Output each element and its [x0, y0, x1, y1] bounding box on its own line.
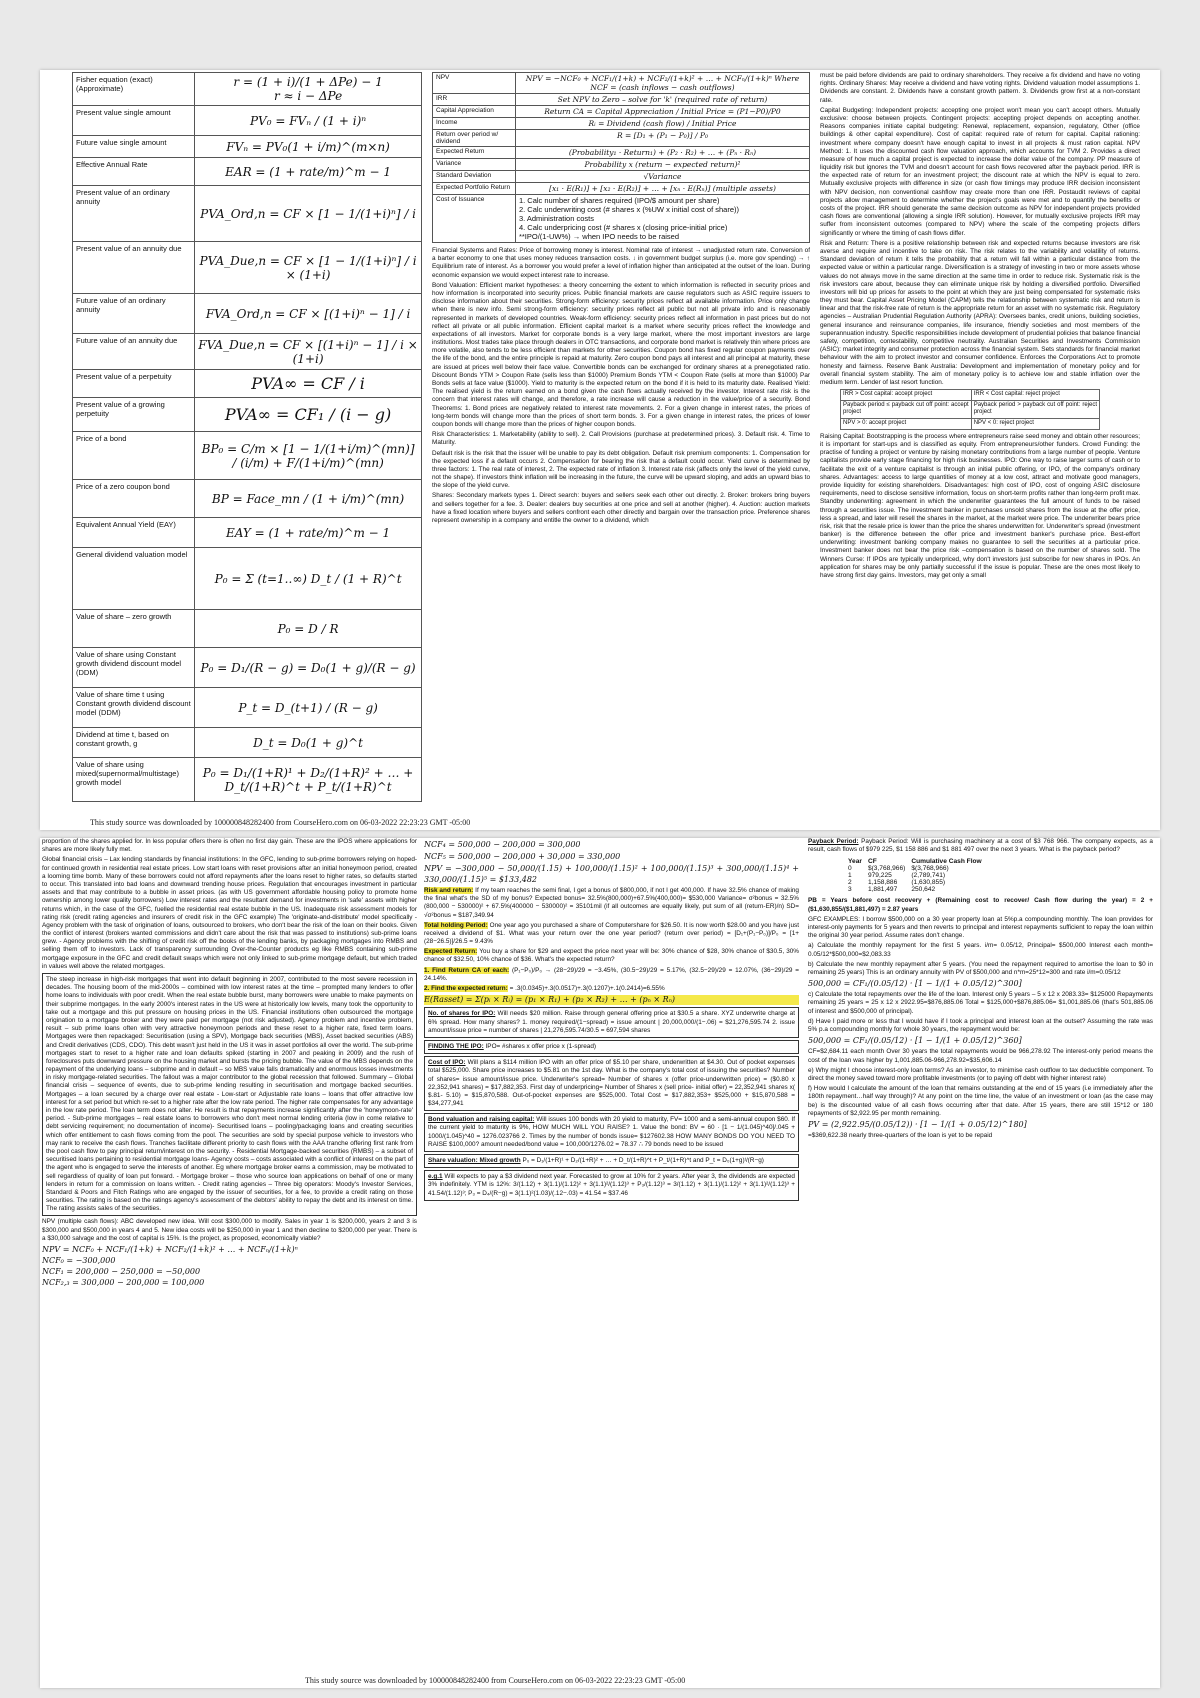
worked-body: IPO= #shares x offer price x (1-spread): [483, 1042, 597, 1050]
worked-equation: NPV = −300,000 − 50,000/(1.15) + 100,000/(1.15)² + 100,000/(1.15)³ + 300,000/(1.15)⁴ + 330,000/(1.15)⁵ = $133,482: [424, 864, 799, 884]
metric-row: [433, 147, 810, 159]
formula-row: [73, 518, 422, 548]
left-column: [42, 838, 417, 1688]
metric-row: [433, 73, 810, 94]
formula-row: [73, 370, 422, 398]
worked-heading: Expected Return:: [424, 948, 478, 956]
middle-column: [432, 72, 810, 830]
loan-paragraph: PB = Years before cost recovery + (Remaining cost to recover/ Cash flow during the year) = 2 + ($1,630,855/($1,881,497) = 2.87 years: [808, 897, 1153, 913]
formula-row: [73, 242, 422, 294]
formula-expression: r = (1 + i)/(1 + ΔPe) − 1 r ≈ i − ΔPe: [195, 73, 422, 106]
payback-text: Payback Period: Will is purchasing machinery at a cost of $3 768 966. The company expects, as a result, cash flows of $979 225, $1 158 886 and $1 881 497 over the next 3 years. What is the payback period?: [808, 838, 1153, 854]
cf-cell: 2: [848, 879, 852, 887]
formula-expression: PVA∞ = CF₁ / (i − g): [195, 398, 422, 432]
metric-row: [433, 171, 810, 183]
right-paragraph: Risk and Return: There is a positive relationship between risk and expected returns because investors are risk averse and require and incentive to take on risk. The risk relates to the variability and volatility of returns. Standard deviation of return it tells the probability that a return will fall within a particular distance from the expected value or within a particular range. Diversification is a strategy of investing in two or more assets whose values do not always move in the same direction at the same time in order to reduce risk. Systematic risk is the risk investors care about, because they can eliminate unique risk by holding a diversified portfolio. Diversified investors will bid up prices for assets to the point at which they are just being compensated for systematic risks they must bear. Capital Asset Pricing Model (CAPM) tells the relationship between systematic risk and return is linear and that the risk-free rate of return is the appropriate return for an asset with no systematic risk. Regulatory agencies – Australian Prudential Regulation Authority (APRA): Oversees banks, credit unions, building societies, general insurance and reinsurance companies, life insurance, friendly societies and most members of the superannuation industry. Specific responsibilities include development of prudential policies that balance financial safety, competition, contestability, competitive neutrality. Australian Securities and Investments Commission (ASIC): market integrity and consumer protection across the financial system. Sets standards for financial market behaviour with the aim to protect investor and consumer confidence. Enforces the Corporations Act to promote honesty and fairness. Reserve Bank Australia: Development and implementation of monetary policy and for overall financial system stability. The aim of monetary policy is to achieve low and stable inflation over the medium term. Lender of last resort function.: [820, 239, 1140, 386]
metric-label: Standard Deviation: [433, 171, 516, 183]
formula-row: [73, 728, 422, 758]
metric-formula: (Probability₁ · Return₁) + (P₂ · R₂) + … + (Pₙ · Rₙ): [515, 147, 809, 159]
formula-expression: P₀ = Σ (t=1..∞) D_t / (1 + R)^t: [195, 548, 422, 610]
formula-label: Price of a bond: [73, 432, 195, 480]
loan-paragraph: d) Have I paid more or less that I would have if I took a principal and interest loan at the outset? Assuming the rate was 5% p.a compounding monthly for whole 30 years, the repayment would be:: [808, 1017, 1153, 1034]
formula-expression: P₀ = D₁/(R − g) = D₀(1 + g)/(R − g): [195, 648, 422, 688]
formula-label: General dividend valuation model: [73, 548, 195, 610]
right-column: [820, 72, 1140, 830]
cf-cell: (2,789,741): [911, 872, 946, 880]
formula-table: [72, 72, 422, 802]
worked-body: Will issues 100 bonds with 20 yield to maturity, FV= 1000 and a semi-annual coupon $60. If the current yield to maturity is 9%, HOW MUCH WILL YOU RAISE? 1. Value the bond: BV = 60 · [1 − 1/(1.045)^40]/.045 + 1000/(1.045)^40 = 1276.023766 2. Times by the number of bonds issue= $127602.38 HOW MANY BONDS DO YOU NEED TO RAISE $100,000? amount needed/bond value = 100,000/1276.02 = 78.37 ∴ 79 bonds need to be issued: [428, 1116, 795, 1148]
metric-formula: NPV = −NCF₀ + NCF₁/(1+k) + NCF₂/(1+k)² + … + NCFₙ/(1+k)ⁿ Where NCF = (cash inflows − cash outflows): [515, 73, 809, 94]
formula-label: Value of share using mixed(supernormal/multistage) growth model: [73, 758, 195, 802]
formula-expression: P₀ = D / R: [195, 610, 422, 648]
worked-paragraph: [424, 1170, 799, 1201]
worked-body: (P₁−P₀)/P₀ → (28−29)/29 = −3.45%, (30.5−29)/29 = 5.17%, (32.5−29)/29 = 12.07%, (36−29)/29 = 24.14%.: [424, 966, 799, 982]
worked-paragraph: [424, 922, 799, 947]
cf-row: [848, 872, 988, 879]
formula-row: [73, 648, 422, 688]
worked-heading: 2. Find the expected return:: [424, 985, 508, 992]
cf-cell: 979,225: [867, 872, 892, 880]
metric-formula: R = [D₁ + (P₁ − P₀)] / P₀: [515, 130, 809, 147]
metric-label: Variance: [433, 159, 516, 171]
middle-column-2: [424, 838, 799, 1688]
decision-row: [841, 419, 1100, 430]
decision-cell: IRR < Cost capital: reject project: [971, 390, 1099, 401]
left-paragraph: proportion of the shares applied for. In less popular offers there is often no first day gain. These are the IPOS where applications for shares are more likely fully met.: [42, 838, 417, 854]
metric-row: [433, 118, 810, 130]
formula-expression: PVA∞ = CF / i: [195, 370, 422, 398]
middle-paragraph: Risk Characteristics: 1. Marketability (ability to sell). 2. Call Provisions (purchase at predetermined prices). 3. Default risk. 4. Time to Maturity.: [432, 431, 810, 447]
cf-cell: (1,630,855): [911, 879, 946, 887]
formula-row: [73, 106, 422, 136]
document-page-1: [40, 70, 1160, 830]
formula-row: [73, 688, 422, 728]
decision-row: [841, 390, 1100, 401]
worked-paragraph: [424, 1056, 799, 1111]
gfc-text: [42, 838, 417, 1243]
worked-examples: [424, 840, 799, 1201]
worked-heading: Cost of IPO:: [428, 1059, 466, 1067]
cashflow-table: [848, 858, 988, 893]
worked-body: Will expects to pay a $3 dividend next year. Forecasted to grow at 10% for 2 years. After year 3, the dividends are expected 3% indefinitely. YTM is 12%: 3/(1.12) + 3(1.1)/(1.12)² + 3(1.1)²/(1.12)³ + P₃/(1.12)³ = 3/(1.12) + 3(1.1)/(1.12)² + 3(1.1)²/(1.12)³ + 41.54/(1.12)³; P₃ = D₄/(R−g) = 3(1.1)²(1.03)/(.12−.03) = 41.54 = $37.46: [428, 1173, 795, 1197]
formula-expression: PV₀ = FVₙ / (1 + i)ⁿ: [195, 106, 422, 136]
metric-label: Return over period w/ dividend: [433, 130, 516, 147]
formula-row: [73, 432, 422, 480]
worked-paragraph: [424, 967, 799, 983]
formula-label: Future value single amount: [73, 136, 195, 158]
metric-formula: √Variance: [515, 171, 809, 183]
worked-body: You buy a share for $29 and expect the price next year will be: 30% chance of $28, 30% chance of $30.5, 30% chance of $32.50, 10% chance of $36. What's the expected return?: [424, 948, 799, 964]
worked-body: One year ago you purchased a share of Computershare for $26.50. It is now worth $28.00 and you have just received a dividend of $1. What was your return over the one year period? (return over period) = [D₁+(P₁−P₀)]/P₀ = [1+(28−26.5)]/26.5 = 9.43%: [424, 921, 799, 946]
formula-row: [73, 398, 422, 432]
metric-label: Cost of Issuance: [433, 195, 516, 243]
payback-question: [808, 838, 1153, 854]
formula-expression: P₀ = D₁/(1+R)¹ + D₂/(1+R)² + … + D_t/(1+R)^t + P_t/(1+R)^t: [195, 758, 422, 802]
worked-heading: No. of shares for IPO:: [428, 1010, 496, 1018]
metric-table: [432, 72, 810, 243]
cf-cell: 250,642: [911, 886, 936, 894]
worked-heading: Bond valuation and raising capital:: [428, 1116, 535, 1124]
worked-paragraph: [424, 1154, 799, 1168]
worked-equation: E(Rasset) = Σ(pᵢ × Rᵢ) = (p₁ × R₁) + (p₂ × R₂) + … + (pₙ × Rₙ): [424, 995, 799, 1005]
loan-paragraph: c) Calculate the total repayments over the life of the loan. Interest only 5 years – 5 x 12 x 2083.33= $125000 Repayments remaining 25 years = 25 x 12 x 2922.95=$876,885.06 Total = $125,000+$876,885.06= $1,001,885.06 (that's 501,885.06 of interest and $500,000 of principal).: [808, 991, 1153, 1015]
formula-row: [73, 610, 422, 648]
decision-cell: NPV < 0: reject project: [971, 419, 1099, 430]
cf-row: [848, 865, 988, 872]
metric-formula: Set NPV to Zero – solve for 'k' (required rate of return): [515, 94, 809, 106]
worked-paragraph: [424, 948, 799, 964]
formula-expression: EAY = (1 + rate/m)^m − 1: [195, 518, 422, 548]
metric-label: NPV: [433, 73, 516, 94]
worked-body: If my team reaches the semi final, I get a bonus of $800,000, if not I get 400,000. If have 32.5% chance of making the final what's the SD of my bonus? Expected bonus= 32.5%(800,000)+67.5%(400,000)= $530,000 Variance= σ²bonus = 32.5%(800,000 − 530000)² + 67.5%(400000 − 530000)² = 35101mil (if all outcomes are equally likely, put sum of all (return-ER)/n) SD= √σ²bonus = $187,349.94: [424, 886, 799, 919]
formula-expression: BP = Face_mn / (1 + i/m)^(mn): [195, 480, 422, 518]
formula-label: Present value single amount: [73, 106, 195, 136]
loan-paragraph: PV = (2,922.95/(0.05/12)) · [1 − 1/(1 + 0.05/12)^180]: [808, 1119, 1027, 1129]
decision-cell: Payback period ≤ payback cut off point: accept project: [841, 400, 972, 418]
loan-paragraph: 500,000 = CF₁/(0.05/12) · [1 − 1/(1 + 0.05/12)^300]: [808, 979, 1022, 989]
cf-cell: 1: [848, 872, 852, 880]
formula-expression: PVA_Due,n = CF × [1 − 1/(1+i)ⁿ] / i × (1+i): [195, 242, 422, 294]
right-column-2: [808, 838, 1153, 1688]
formula-expression: D_t = D₀(1 + g)^t: [195, 728, 422, 758]
formula-label: Present value of a perpetuity: [73, 370, 195, 398]
worked-body: Will needs $20 million. Raise through general offering price at $30.5 a share. XYZ underwrite charge at 6% spread. How many shares? 1. money required/(1−spread) = issue amount | 20,000,000/(1−.06) = $21,276,595.74 2. issue amount/issue price = number of shares | 21,276,595.74/30.5 = 697,594 shares: [428, 1010, 795, 1034]
loan-paragraph: CF=$2,684.11 each month Over 30 years the total repayments would be 966,278.92 The interest-only period means the cost of the loan was higher by 1,001,885.06-966,278.92=$35,606.14: [808, 1048, 1153, 1064]
page-footer-2: This study source was downloaded by 100000848282400 from CourseHero.com on 06-03-2022 22:23:23 GMT -05:00: [305, 1676, 686, 1685]
worked-body: Will plans a $114 million IPO with an offer price of $5.10 per share, underwritten at $4.30. Out of pocket expenses total $525,000. Share price increases to $5.81 on the 1st day. What is the company's total cost of issuing the securities? Number of shares= issue amount/issue price. Underwriter's spread= Number of shares x (offer price-underwritten price) = ($0.80 x 22,352,941 shares) = $17,882,353. First day of underpricing= Number of Shares x (sell price- initial offer) = 22,352,941 shares x( $.81- 5.10) = $15,870,588. Out-of-pocket expenses are $525,000. Total Cost = $17,882,353+ $525,000 + $15,870,588 = $34,277,941: [428, 1059, 796, 1108]
middle-paragraph: Shares: Secondary markets types 1. Direct search: buyers and sellers seek each other out directly. 2. Broker: brokers bring buyers and sellers together for a fee. 3. Dealer: dealers buy securities at one price and sell at another (higher). 4. Auction: auction markets have a fixed location where buyers and sellers confront each other directly and bargain over the transaction price. Preference shares represent ownership in a company and entitle the owner to a dividend, which: [432, 492, 810, 524]
decision-cell: IRR > Cost capital: accept project: [841, 390, 972, 401]
loan-paragraph: e) Why might I choose interest-only loan terms? As an investor, to minimise cash outflow to tax deductible component. To direct the money saved toward more profitable investments (or to paying off debt with higher interest rate): [808, 1066, 1153, 1083]
formula-expression: FVA_Due,n = CF × [(1+i)ⁿ − 1] / i × (1+i): [195, 334, 422, 370]
cf-cell: $(3,768,966): [911, 865, 949, 873]
gfc-examples: [808, 897, 1153, 1140]
metric-formula: Probability x (return − expected return)²: [515, 159, 809, 171]
formula-expression: PVA_Ord,n = CF × [1 − 1/(1+i)ⁿ] / i: [195, 186, 422, 242]
decision-table: [840, 389, 1100, 430]
formula-label: Present value of an annuity due: [73, 242, 195, 294]
formula-row: [73, 758, 422, 802]
formula-label: Future value of an ordinary annuity: [73, 294, 195, 334]
decision-cell: Payback period > payback cut off point: reject project: [971, 400, 1099, 418]
formula-label: Present value of a growing perpetuity: [73, 398, 195, 432]
worked-equation: NCF₅ = 500,000 − 200,000 + 30,000 = 330,000: [424, 852, 621, 862]
formula-label: Present value of an ordinary annuity: [73, 186, 195, 242]
npv-equation: NCF₂,₃ = 300,000 − 200,000 = 100,000: [42, 1278, 205, 1287]
loan-paragraph: a) Calculate the monthly repayment for the first 5 years. i/m= 0.05/12, Principal= $500,000 Interest each month= 0.05/12*$500,000=$2,083.33: [808, 942, 1153, 958]
metric-formula: Return CA = Capital Appreciation / Initial Price = (P1−P0)/P0: [515, 106, 809, 118]
formula-table-column: [72, 72, 422, 830]
worked-heading: Total holding Period:: [424, 921, 488, 929]
formula-label: Effective Annual Rate: [73, 158, 195, 186]
right-text: [820, 72, 1140, 580]
metric-label: Income: [433, 118, 516, 130]
middle-paragraph: Default risk is the risk that the issuer will be unable to pay its debt obligation. Default risk premium components: 1. Compensation for the expected loss if a default occurs 2. Compensation for bearing the risk that a default could occur. Yield curve is determined by three factors: 1. The real rate of interest, 2. The expected rate of inflation 3. Interest rate risk (affects only the level of the yield curve, not the shape). If investors think inflation will be increasing in the future, the curve will be upward sloping, and adds an upward bias to the slope of the yield curve.: [432, 449, 810, 490]
decision-row: [841, 400, 1100, 418]
cf-cell: 1,158,886: [867, 879, 898, 887]
worked-heading: FINDING THE IPO:: [428, 1042, 484, 1050]
formula-label: Value of share using Constant growth dividend discount model (DDM): [73, 648, 195, 688]
npv-equation: NCF₀ = −300,000: [42, 1256, 116, 1265]
cf-cell: 1,881,497: [867, 886, 898, 894]
cf-row: [848, 879, 988, 886]
formula-row: [73, 158, 422, 186]
worked-body: P₀ = D₁/(1+R)¹ + D₂/(1+R)² + … + D_t/(1+R)^t + P_t/(1+R)^t and P_t = D₀(1+g)ᵗ/(R−g): [520, 1157, 764, 1165]
loan-paragraph: b) Calculate the new monthly repayment after 5 years. (You need the repayment required to amortise the loan to $0 in remaining 25 years) This is an ordinary annuity with PV of $500,000 and n*m=25*12=300 and rate i/m=0.05/12: [808, 960, 1153, 976]
cf-cell: $(3,768,966): [867, 865, 906, 873]
middle-paragraph: Financial Systems and Rates: Price of borrowing money is interest. Nominal rate of interest → unadjusted return rate. Conversion of a barter economy to one that uses money reduces transaction costs. ↓ in government budget surplus (i.e. more gov spending) → ↑ Equilibrium rate of interest. As a borrower you would prefer a level of inflation higher than anticipated at the outset of the loan. During economic expansion we would expect interest rate to increase.: [432, 247, 810, 279]
cf-header: Cumulative Cash Flow: [911, 858, 982, 866]
formula-expression: EAR = (1 + rate/m)^m − 1: [195, 158, 422, 186]
formula-row: [73, 186, 422, 242]
metric-label: Capital Appreciation: [433, 106, 516, 118]
right-paragraph: must be paid before dividends are paid to ordinary shareholders. They receive a fix dividend and have no voting rights. Ordinary Shares: May receive a dividend and have voting rights. Dividend valuation model assumptions 1. Dividends are constant. 2. Dividends have a constant growth pattern. 3. Dividends grow first at a non-constant rate.: [820, 72, 1140, 104]
formula-row: [73, 294, 422, 334]
metric-label: Expected Portfolio Return: [433, 183, 516, 195]
middle-text: [432, 247, 810, 525]
formula-label: Fisher equation (exact) (Approximate): [73, 73, 195, 106]
worked-heading: 1. Find Return CA of each:: [424, 966, 510, 974]
left-paragraph: Global financial crisis – Lax lending standards by financial institutions: In the GFC, lending to sub-prime borrowers relying on hoped-for continued growth in residential real estate prices. Low start loans with reset provisions after an initial honeymoon period, created a looming time bomb. Many of these borrowers could not afford repayments after the loans reset to higher rates, so defaults started to occur. This translated into bad loans and downward trending house prices. Regulation that encourages investment in particular assets and that may contribute to a bubble in asset prices. (as with US government affordable housing policy to promote home ownership among lower quality borrowers) Low interest rates and the resultant demand for investments in 'safe' assets with higher returns which, in the case of the GFC, fuelled the residential real estate bubble in the US. Inadequate risk assessment models for rating risk (credit rating agencies and insurers of credit risk in the GFC example) The 'originate-and-distribute' model specifically - Agency problem with the task of origination of loans, outsourced to brokers, who don't bear the risk of the loan on their books. Given the conflict of interest (brokers wanted commissions and didn't care about the risk that was passed to institutions) sub-prime loans grew. - Agency problems with the shifting of credit risk off the books of the lending banks, by packaging mortgages into RMBS and selling them off to investors. Lack of transparency surrounding Over-the-Counter products eg like RMBS containing sub-prime mortgage exposure in the GFC and credit default swaps which were not only linked to sub-prime mortgage default, but which traded in values well above the related mortgages.: [42, 856, 417, 970]
worked-heading: Share valuation: Mixed growth: [428, 1157, 521, 1165]
npv-equations: [42, 1245, 417, 1287]
metric-row: [433, 130, 810, 147]
worked-paragraph: [424, 985, 799, 993]
metric-label: Expected Return: [433, 147, 516, 159]
metric-row: [433, 183, 810, 195]
metric-row: [433, 159, 810, 171]
middle-paragraph: Bond Valuation: Efficient market hypotheses: a theory concerning the extent to which information is reflected in security prices and how information is incorporated into security prices. Public financial markets are cause regulators such as ASIC require issuers to disclose information about their securities. Strong-form efficiency: security prices reflect all available information. Price only change when there is new info. Semi strong-form efficiency: security prices reflect all public but not all private info and is reasonably represented in markets of developed countries. Weak-form efficiency: security prices reflect all information in past prices but do not reflect all private or all public information. Efficient capital market is a market where security prices reflect the knowledge and expectations of all investors. Market for corporate bonds is a very large market, where the most important investors are large institutions. Most trades take place through dealers in OTC transactions, and corporate bond market is relatively thin where prices are more volatile, also tends to be less efficient than markets for other securities. Coupon bond has fixed regular coupon payments over the life of the bond, and the entire principle is repaid at maturity. Zero coupon bond pays all interest and all principal at maturity, these are issued at prices well below their face value. Convertible bonds can be exchanged for ordinary shares at a prenegotiated ratio. Discount Bonds YTM > Coupon Rate (sells less than $1000) Premium Bonds YTM < Coupon Rate (sells at more than $1000) Par Bonds sells at face value ($1000). Yield to maturity is the expected return on the bond if it is held to its maturity date. Realised Yield: The realised yield is the return earned on a bond given the cash flows actually received by the investor. Interest rate risk is the concern that interest rates will change, and therefore, a rate increase will cause a reduction in the value/price of a security. Bond Theorems: 1. Bond prices are negatively related to interest rate movements. 2. For a given change in interest rates, the prices of long-term bonds will change more than the prices of short term bonds. 3. For a given change in interest rates, the prices of lower coupon bonds will change more than the prices of higher coupon bonds.: [432, 281, 810, 428]
formula-expression: P_t = D_(t+1) / (R − g): [195, 688, 422, 728]
right-paragraph: Raising Capital: Bootstrapping is the process where entrepreneurs raise seed money and obtain other resources; it is important for start-ups and is classified as equity. From entrepreneurs/other funders. Crowd Funding: the practise of funding a project or venture by raising monetary contributions from a large number of people. Venture capitalists provide early stage financing for high risk businesses. IPO: One way to raise larger sums of cash or to facilitate the exit of a venture capitalist is through an initial public offering, or IPO, of the company's ordinary shares. Advantages: access to large quantities of money at a low cost, attract and motivate good managers, provide liquidity for existing shareholders. Disadvantages: high cost of IPO, cost of ongoing ASIC disclosure requirements, need to disclose sensitive information, focus on short-term profits rather than long-term profit max. Standby underwriting: agreement in which the underwriter guarantees the full amount of funds to be raised through a securities issue. The investment banker in purchases unsold shares from the issue at the offer price, less a spread, and later will resell the shares in the market, at the market were price. The underwriter bears price risk, risk that the resale price is lower than the price the shares underwritten for. Underwriter's spread (investment banker) is the difference between the offer price and investment banker's purchase price. Best-effort underwriting: investment banking company makes no guarantee to sell the securities at a particular price. Investment banker does not bear the price risk –compensation is based on the number of shares sold. The Winners Curse: If IPOs are typically underpriced, why don't investors just subscribe for new shares in IPOs. An application for shares may be only partially successful if the issue is popular. These are the ones most likely to have strong first day gains. Investors, may get only a small: [820, 432, 1140, 579]
worked-body: = .3(0.0345)+.3(0.0517)+.3(0.1207)+.1(0.2414)=6.55%: [507, 985, 665, 992]
metric-label: IRR: [433, 94, 516, 106]
worked-equation: NCF₄ = 500,000 − 200,000 = 300,000: [424, 840, 581, 849]
formula-row: [73, 548, 422, 610]
formula-label: Equivalent Annual Yield (EAY): [73, 518, 195, 548]
npv-equation: NPV = NCF₀ + NCF₁/(1+k) + NCF₂/(1+k)² + … + NCFₙ/(1+k)ⁿ: [42, 1245, 298, 1254]
worked-paragraph: [424, 1113, 799, 1152]
worked-paragraph: [424, 887, 799, 920]
loan-paragraph: =$369,622.38 nearly three-quarters of the loan is yet to be repaid: [808, 1132, 993, 1140]
formula-expression: FVA_Ord,n = CF × [(1+i)ⁿ − 1] / i: [195, 294, 422, 334]
loan-paragraph: GFC EXAMPLES: I borrow $500,000 on a 30 year property loan at 5%p.a compounding monthly. The loan provides for interest-only payments for 5 years and then reverts to principal and interest repayments sufficient to repay the loan within the original 30 year period. Assume rates don't change.: [808, 915, 1153, 940]
cf-row: [848, 886, 988, 893]
metric-formula: [x₁ · E(R₁)] + [x₂ · E(R₂)] + … + [xₙ · E(Rₙ)] (multiple assets): [515, 183, 809, 195]
payback-heading: Payback Period:: [808, 838, 859, 845]
cf-header: CF: [867, 858, 877, 866]
worked-paragraph: [424, 1040, 799, 1054]
page-footer: This study source was downloaded by 100000848282400 from CourseHero.com on 06-03-2022 22:23:23 GMT -05:00: [90, 818, 471, 827]
formula-label: Dividend at time t, based on constant growth, g: [73, 728, 195, 758]
formula-expression: FVₙ = PV₀(1 + i/m)^(m×n): [195, 136, 422, 158]
worked-paragraph: [424, 1007, 799, 1038]
formula-row: [73, 480, 422, 518]
worked-heading: Risk and return:: [424, 886, 474, 894]
metric-row: [433, 106, 810, 118]
loan-paragraph: f) How would I calculate the amount of the loan that remains outstanding at the end of 15 years (i.e immediately after the 180th repayment…half way through)? At any point on the time line, the value of an investment or loan (as the case may be) is the discounted value of all cash flows occurring after that date. After 15 years, there are still 15*12 or 180 repayments of $2,922.95 per month remaining.: [808, 1085, 1153, 1117]
loan-paragraph: 500,000 = CF₁/(0.05/12) · [1 − 1/(1 + 0.05/12)^360]: [808, 1036, 1022, 1046]
document-page-2: [40, 838, 1160, 1688]
metric-row: [433, 195, 810, 243]
cf-cell: 0: [848, 865, 852, 873]
formula-label: Value of share – zero growth: [73, 610, 195, 648]
right-paragraph: Capital Budgeting: Independent projects: accepting one project won't mean you can't accept others. Mutually exclusive: choose between projects. Contingent projects: accepting project depends on accepting another. Reasons companies initiate capital budgeting: Renewal, replacement, expansion, regulatory, Other (office buildings & other capital expenditure). Cost of capital: required rate of return for capital. Capital rationing: investment where company doesn't have enough capital to invest in all projects & must ration capital. NPV Method: 1. It uses the discounted cash flow valuation approach, which accounts for TVM 2. Provides a direct measure of how much a capital project is expected to increase the dollar value of the company. PP measure of liquidity risk but ignores the TVM and doesn't account for cash flows recovered after the payback period. IRR is the expected rate of return for an investment project; the discount rate at which the NPV is equal to zero. Mutually exclusive projects with difference in size (or cash flow timings may produce IRR decision inconsistent with NPV decision, non conventional cashflow may create more than one IRR. Postaudit reviews of capital projects allow management to determine whether the project's goals were met and to quantify the benefits or costs of the project. IRR should generate the same decision outcome as NPV for independent projects provided cash flows are conventional (allowing a single IRR solution). However, for mutually exclusive projects IRR may suffer from inconsistent outcomes (compared to NPV) where the scale of the competing projects differs significantly or where the timing of cash flows differ.: [820, 106, 1140, 237]
formula-expression: BP₀ = C/m × [1 − 1/(1+i/m)^(mn)] / (i/m) + F/(1+i/m)^(mn): [195, 432, 422, 480]
left-paragraph: NPV (multiple cash flows): ABC developed new idea. Will cost $300,000 to modify. Sales in year 1 is $200,000, years 2 and 3 is $300,000 and $500,000 in years 4 and 5. New idea costs will be $250,000 in year 1 and then decline to $200,000 per year. There is a $30,000 salvage and the cost of capital is 15%. Is the project, as proposed, economically viable?: [42, 1218, 417, 1242]
left-paragraph: The steep increase in high-risk mortgages that went into default beginning in 2007, contributed to the most severe recession in decades. The housing boom of the mid-2000s – combined with low interest rates at the time – prompted many lenders to offer home loans to individuals with poor credit. When the real estate bubble burst, many borrowers were unable to make payments on their subprime mortgages. In the early 2000's interest rates in the US were at historically low levels, many took the opportunity to take out a mortgage and this put pressure on housing prices in the US. Financial institutions often outsourced the mortgage origination to a mortgage broker and they were paid per mortgage (not risk adjusted). Agency problem and incentive problem, result – sub prime loans often with very attractive honeymoon periods and these reset to a higher rate, fixed term loans. Mortgages were then repackaged: Securitisation (using a SPV), Mortgage back securities (MBS), Asset backed securities (ABS) and Credit derivatives (CDS, CDO). This debt wasn't just held in the US it was in asset portfolios all over the world. The sub-prime mortgages start to reset to a higher rate and loan defaults spiked (starting in 2007 and peaking in 2009) and the rush of foreclosures puts downward pressure on the housing market and bursts the pricing bubble. The value of the MBS depends on the repayment of the underlying loans – subprime and in default – so MBS value falls dramatically and enormous losses investments in risky mortgage-related securities. The fallout was a major contributor to the global recession that followed. Summary – Global financial crisis – sequence of events, due to sub-prime lending resulting in securitisation and mortgage backed securities. Mortgages – a loan secured by a charge over real estate - Low-start or Adjustable rate loans – loans that offer attractive low interest for a set period but which re-set to a higher rate after the low rate period. The higher rate compensates for any advantage in the low rate period. The loan term does not alter. He result is that repayments increase significantly after the 'honeymoon-rate' period. - Sub-prime mortgages – real estate loans to borrowers who don't meet normal lending criteria (low in come relative to debt servicing requirement; no documentation of income)- Securitised loans – pooling/packaging loans and creating securities which offer entitlement to cash flows coming from the pool. The securities are sold by special purpose vehicle to investors who may rank to receive the cash flows. Tranches facilitate different priority to cash flows with the AAA tranche offering first rank from the pool cash flow to pay principal return/interest on the security. - Residential Mortgage-backed securities (RMBS) – a subset of securitised loans pertaining to residential mortgage loans- Agency costs – costs associated with a conflict of interest on the part of the agent who is engaged to serve the interests of another. Eg where mortgage broker earns a commission, may be motivated to sell regardless of quality of loan put forward. - Mortgage broker – those who source loan applications on behalf of one or many lenders in return for a commission on loans written. - Credit rating agencies – Three big operators: Moody's Investor Services, Standard & Poors and Fitch Ratings who are engaged by the issuer of securities, for a fee, to provide a credit rating on those securities. The rating is based on the ratings agency's assessment of the debtors' ability to repay the debt and its interest on time. The rating assists sales of the securities.: [42, 973, 417, 1216]
formula-label: Price of a zero coupon bond: [73, 480, 195, 518]
metric-formula: 1. Calc number of shares required (IPO/$ amount per share) 2. Calc underwriting cost (# shares x (%UW x initial cost of share)) 3. Administration costs 4. Calc underpricing cost (# shares x (closing price-initial price) **IPO/(1-UW%) → when IPO needs to be raised: [515, 195, 809, 243]
metric-row: [433, 94, 810, 106]
decision-cell: NPV > 0: accept project: [841, 419, 972, 430]
formula-row: [73, 136, 422, 158]
formula-label: Value of share time t using Constant growth dividend discount model (DDM): [73, 688, 195, 728]
cf-header: Year: [848, 858, 862, 866]
metric-formula: Rᵢ = Dividend (cash flow) / Initial Price: [515, 118, 809, 130]
cf-cell: 3: [848, 886, 852, 894]
formula-row: [73, 334, 422, 370]
worked-heading: e.g.1: [428, 1173, 443, 1181]
formula-label: Future value of an annuity due: [73, 334, 195, 370]
npv-equation: NCF₁ = 200,000 − 250,000 = −50,000: [42, 1267, 201, 1276]
formula-row: [73, 73, 422, 106]
